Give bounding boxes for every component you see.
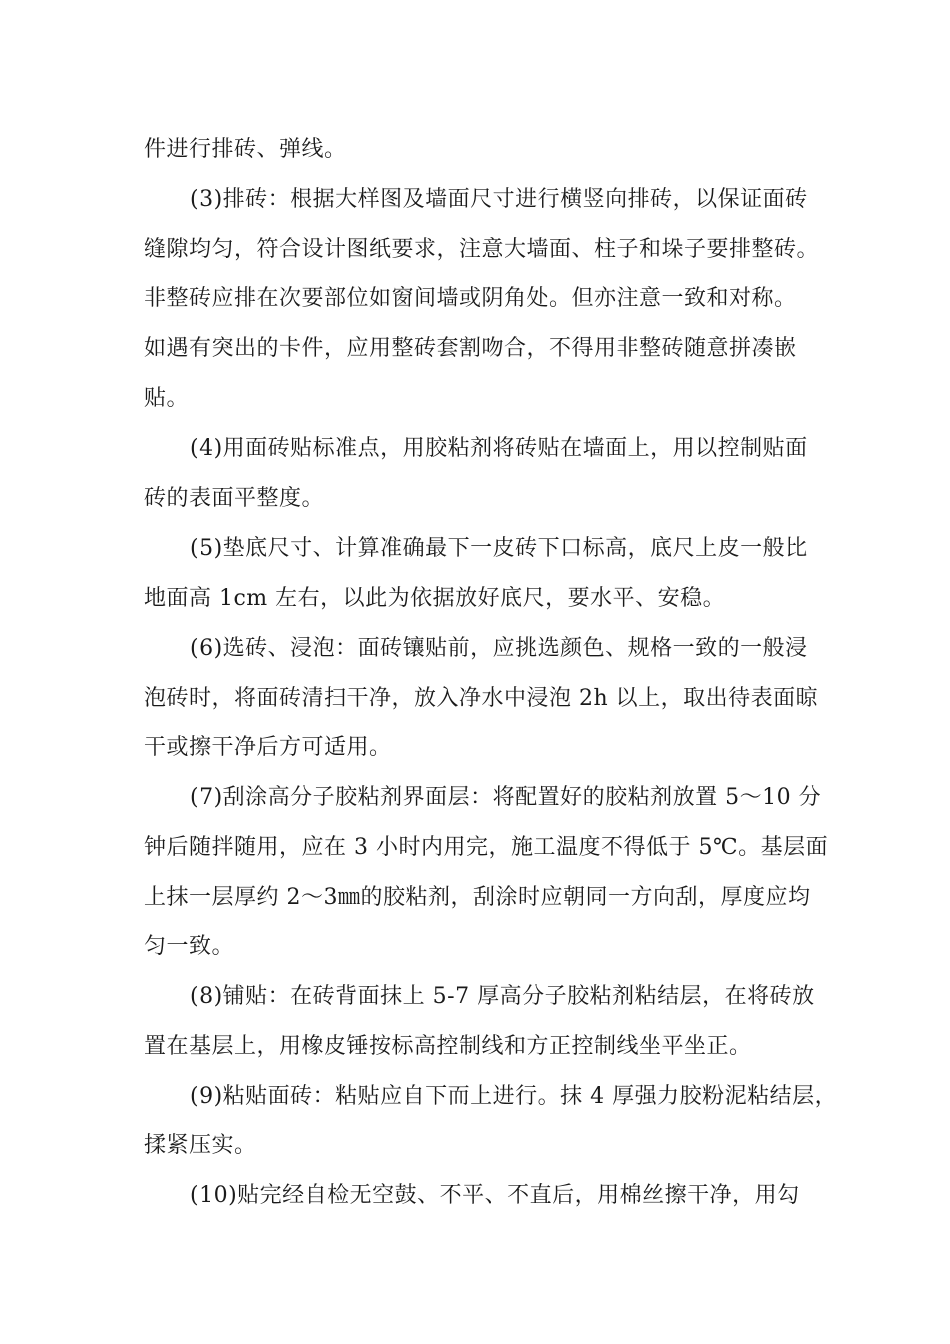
paragraph-line: 贴。 [144, 386, 190, 411]
paragraph-line: 揉紧压实。 [144, 1133, 257, 1158]
paragraph-line: 砖的表面平整度。 [144, 486, 325, 511]
step-3-line: (3)排砖：根据大样图及墙面尺寸进行横竖向排砖，以保证面砖 [190, 187, 808, 212]
step-7-line: (7)刮涂高分子胶粘剂界面层：将配置好的胶粘剂放置 5～10 分 [190, 785, 822, 810]
paragraph-line: 非整砖应排在次要部位如窗间墙或阴角处。但亦注意一致和对称。 [144, 286, 797, 311]
paragraph-line: 缝隙均匀，符合设计图纸要求，注意大墙面、柱子和垛子要排整砖。 [144, 237, 820, 262]
step-6-line: (6)选砖、浸泡：面砖镶贴前，应挑选颜色、规格一致的一般浸 [190, 636, 808, 661]
paragraph-line: 匀一致。 [144, 934, 235, 959]
paragraph-line: 泡砖时，将面砖清扫干净，放入净水中浸泡 2h 以上，取出待表面晾 [144, 686, 819, 711]
paragraph-line: 干或擦干净后方可适用。 [144, 735, 392, 760]
step-9-line: (9)粘贴面砖：粘贴应自下而上进行。抹 4 厚强力胶粉泥粘结层， [190, 1084, 838, 1109]
paragraph-line: 件进行排砖、弹线。 [144, 137, 347, 162]
paragraph-line: 钟后随拌随用，应在 3 小时内用完，施工温度不得低于 5℃。基层面 [144, 835, 829, 860]
paragraph-line: 地面高 1cm 左右，以此为依据放好底尺，要水平、安稳。 [144, 586, 726, 611]
step-8-line: (8)铺贴：在砖背面抹上 5-7 厚高分子胶粘剂粘结层，在将砖放 [190, 984, 815, 1009]
step-10-line: (10)贴完经自检无空鼓、不平、不直后，用棉丝擦干净，用勾 [190, 1183, 800, 1208]
step-4-line: (4)用面砖贴标准点，用胶粘剂将砖贴在墙面上，用以控制贴面 [190, 436, 808, 461]
paragraph-line: 置在基层上，用橡皮锤按标高控制线和方正控制线坐平坐正。 [144, 1034, 752, 1059]
paragraph-line: 如遇有突出的卡件，应用整砖套割吻合，不得用非整砖随意拼凑嵌 [144, 336, 797, 361]
paragraph-line: 上抹一层厚约 2～3㎜的胶粘剂，刮涂时应朝同一方向刮，厚度应均 [144, 885, 811, 910]
step-5-line: (5)垫底尺寸、计算准确最下一皮砖下口标高，底尺上皮一般比 [190, 536, 808, 561]
